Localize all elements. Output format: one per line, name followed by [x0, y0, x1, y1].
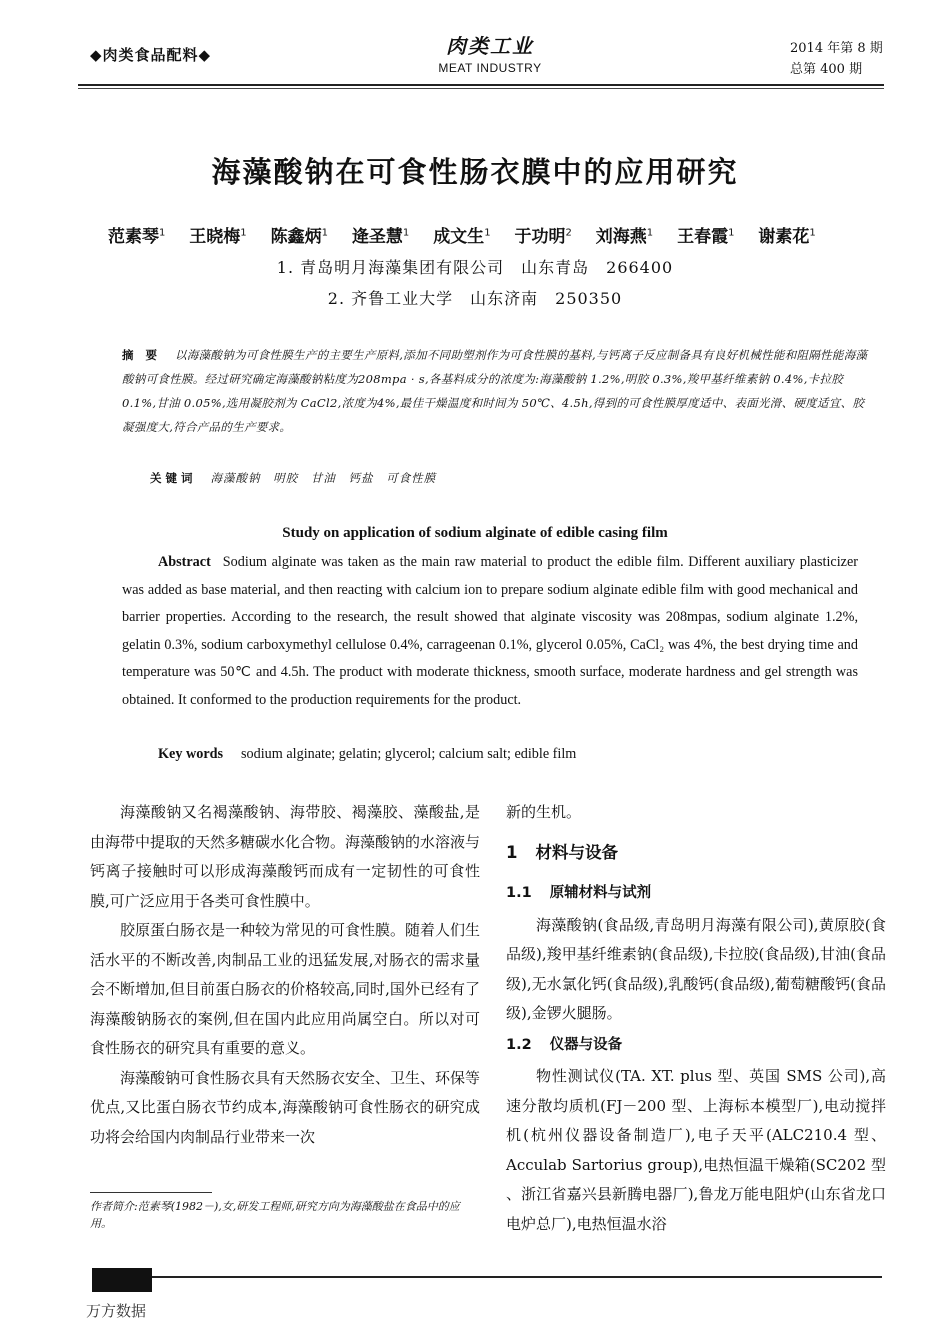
author-footnote: 作者简介:范素琴(1982－),女,研发工程师,研究方向为海藻酸盐在食品中的应用。	[90, 1200, 460, 1230]
body-paragraph-continuation: 新的生机。	[506, 803, 582, 821]
author: 王晓梅$^1$	[189, 227, 247, 247]
paper-title: 海藻酸钠在可食性肠衣膜中的应用研究	[211, 155, 739, 189]
body-paragraph: 物性测试仪(TA. XT. plus 型、英国 SMS 公司),高速分散均质机(FJ－200 型、上海标本模型厂),电动搅拌机(杭州仪器设备制造厂),电子天平(ALC210.4 型、Acculab Sartorius group),电热恒温干燥箱(SC202 型 、浙江省嘉兴县新腾电器厂),鲁龙万能电阻炉(山东省龙口电炉总厂),电热恒温水浴	[506, 1067, 886, 1233]
keywords-en-label: Key words	[158, 746, 224, 762]
author-list	[108, 222, 888, 247]
abstract-cn-label: 摘 要	[122, 348, 162, 362]
author: 成文生$^1$	[433, 227, 491, 247]
keywords-en-text: sodium alginate; gelatin; glycerol; calcium salt; edible film	[241, 746, 577, 762]
author: 逄圣慧$^1$	[351, 227, 410, 247]
body-paragraph: 海藻酸钠可食性肠衣具有天然肠衣安全、卫生、环保等优点,又比蛋白肠衣节约成本,海藻酸钠可食性肠衣的研究成功将会给国内肉制品行业带来一次	[90, 1068, 481, 1146]
journal-masthead	[420, 30, 560, 75]
header-divider-thin	[78, 88, 884, 89]
keywords-cn-label: 关键词	[150, 471, 197, 485]
page-marker-bar	[92, 1268, 152, 1292]
abstract-cn	[122, 343, 870, 439]
header-divider	[78, 84, 884, 86]
journal-logo: 肉类工业	[446, 34, 534, 58]
body-paragraph: 海藻酸钠又名褐藻酸钠、海带胶、褐藻胶、藻酸盐,是由海带中提取的天然多糖碳水化合物。海藻酸钠的水溶液与钙离子接触时可以形成海藻酸钙而成有一定韧性的可食性膜,可广泛应用于各类可食性膜中。	[90, 803, 481, 910]
body-left-column	[90, 798, 480, 1152]
keywords-cn-text: 海藻酸钠 明胶 甘油 钙盐 可食性膜	[210, 471, 437, 485]
total-issue-number: 总第 400 期	[790, 62, 863, 77]
abstract-cn-text: 以海藻酸钠为可食性膜生产的主要生产原料,添加不同助塑剂作为可食性膜的基料,与钙离子反应制备具有良好机械性能和阻隔性能海藻酸钠可食性膜。经过研究确定海藻酸钠粘度为208mpa · s,各基料成分的浓度为:海藻酸钠 1.2%,明胶 0.3%,羧甲基纤维素钠 0.4%,卡拉胶 0.1%,甘油 0.05%,选用凝胶剂为 CaCl2,浓度为4%,最佳干燥温度和时间为 50℃、4.5h,得到的可食性膜厚度适中、表面光滑、硬度适宜、胶凝强度大,符合产品的生产要求。	[122, 348, 868, 434]
english-title: Study on application of sodium alginate of edible casing film	[282, 525, 668, 541]
body-paragraph: 海藻酸钠(食品级,青岛明月海藻有限公司),黄原胶(食品级),羧甲基纤维素钠(食品级),卡拉胶(食品级),甘油(食品级),无水氯化钙(食品级),乳酸钙(食品级),葡萄糖酸钙(食品级),金锣火腿肠。	[506, 915, 886, 1022]
author: 谢素花$^1$	[758, 227, 816, 247]
subsection-heading: 1.1 原辅材料与试剂	[506, 885, 652, 901]
section-heading: 1 材料与设备	[506, 842, 618, 862]
abstract-en	[122, 549, 858, 714]
journal-english-name: MEAT INDUSTRY	[438, 61, 542, 75]
watermark: 万方数据	[86, 1302, 147, 1320]
keywords-cn	[150, 470, 436, 486]
author: 范素琴$^1$	[108, 227, 166, 247]
author: 刘海燕$^1$	[595, 227, 654, 247]
abstract-en-label: Abstract	[158, 554, 211, 570]
author: 王春霞$^1$	[677, 227, 735, 247]
section-label: ◆肉类食品配料◆	[90, 46, 212, 64]
subsection-heading: 1.2 仪器与设备	[506, 1036, 623, 1053]
affiliation-2: 2. 齐鲁工业大学 山东济南 250350	[327, 289, 623, 308]
footer-divider	[152, 1276, 882, 1278]
body-paragraph: 胶原蛋白肠衣是一种较为常见的可食性膜。随着人们生活水平的不断改善,肉制品工业的迅猛发展,对肠衣的需求量会不断增加,但目前蛋白肠衣的价格较高,同时,国外已经有了海藻酸钠肠衣的案例,但在国内此应用尚属空白。所以对可食性肠衣的研究具有重要的意义。	[90, 921, 481, 1057]
issue-info	[790, 38, 883, 80]
body-right-column	[506, 798, 886, 1239]
affiliation-1: 1. 青岛明月海藻集团有限公司 山东青岛 266400	[276, 258, 674, 277]
author: 于功明$^2$	[514, 227, 572, 247]
issue-number: 2014 年第 8 期	[790, 41, 883, 56]
abstract-en-text: Sodium alginate was taken as the main raw material to product the edible film. Different auxiliary plasticizer was added as base material, and then reacting with calcium ion to prepare sodium alginate edible film with good mechanical and barrier properties. According to the research, the result showed that alginate viscosity was 208mpas, sodium alginate 1.2%, gelatin 0.3%, sodium carboxymethyl cellulose 0.4%, carrageenan 0.1%, glycerol 0.05%, CaCl₂ was 4%, the best drying time and temperature was 50℃ and 4.5h. The product with moderate thickness, smooth surface, moderate hardness and gel strength was obtained. It conformed to the production requirements for the product.	[122, 554, 858, 708]
author: 陈鑫炳$^1$	[270, 227, 328, 247]
keywords-en	[158, 746, 576, 763]
footnote-divider	[90, 1192, 212, 1193]
